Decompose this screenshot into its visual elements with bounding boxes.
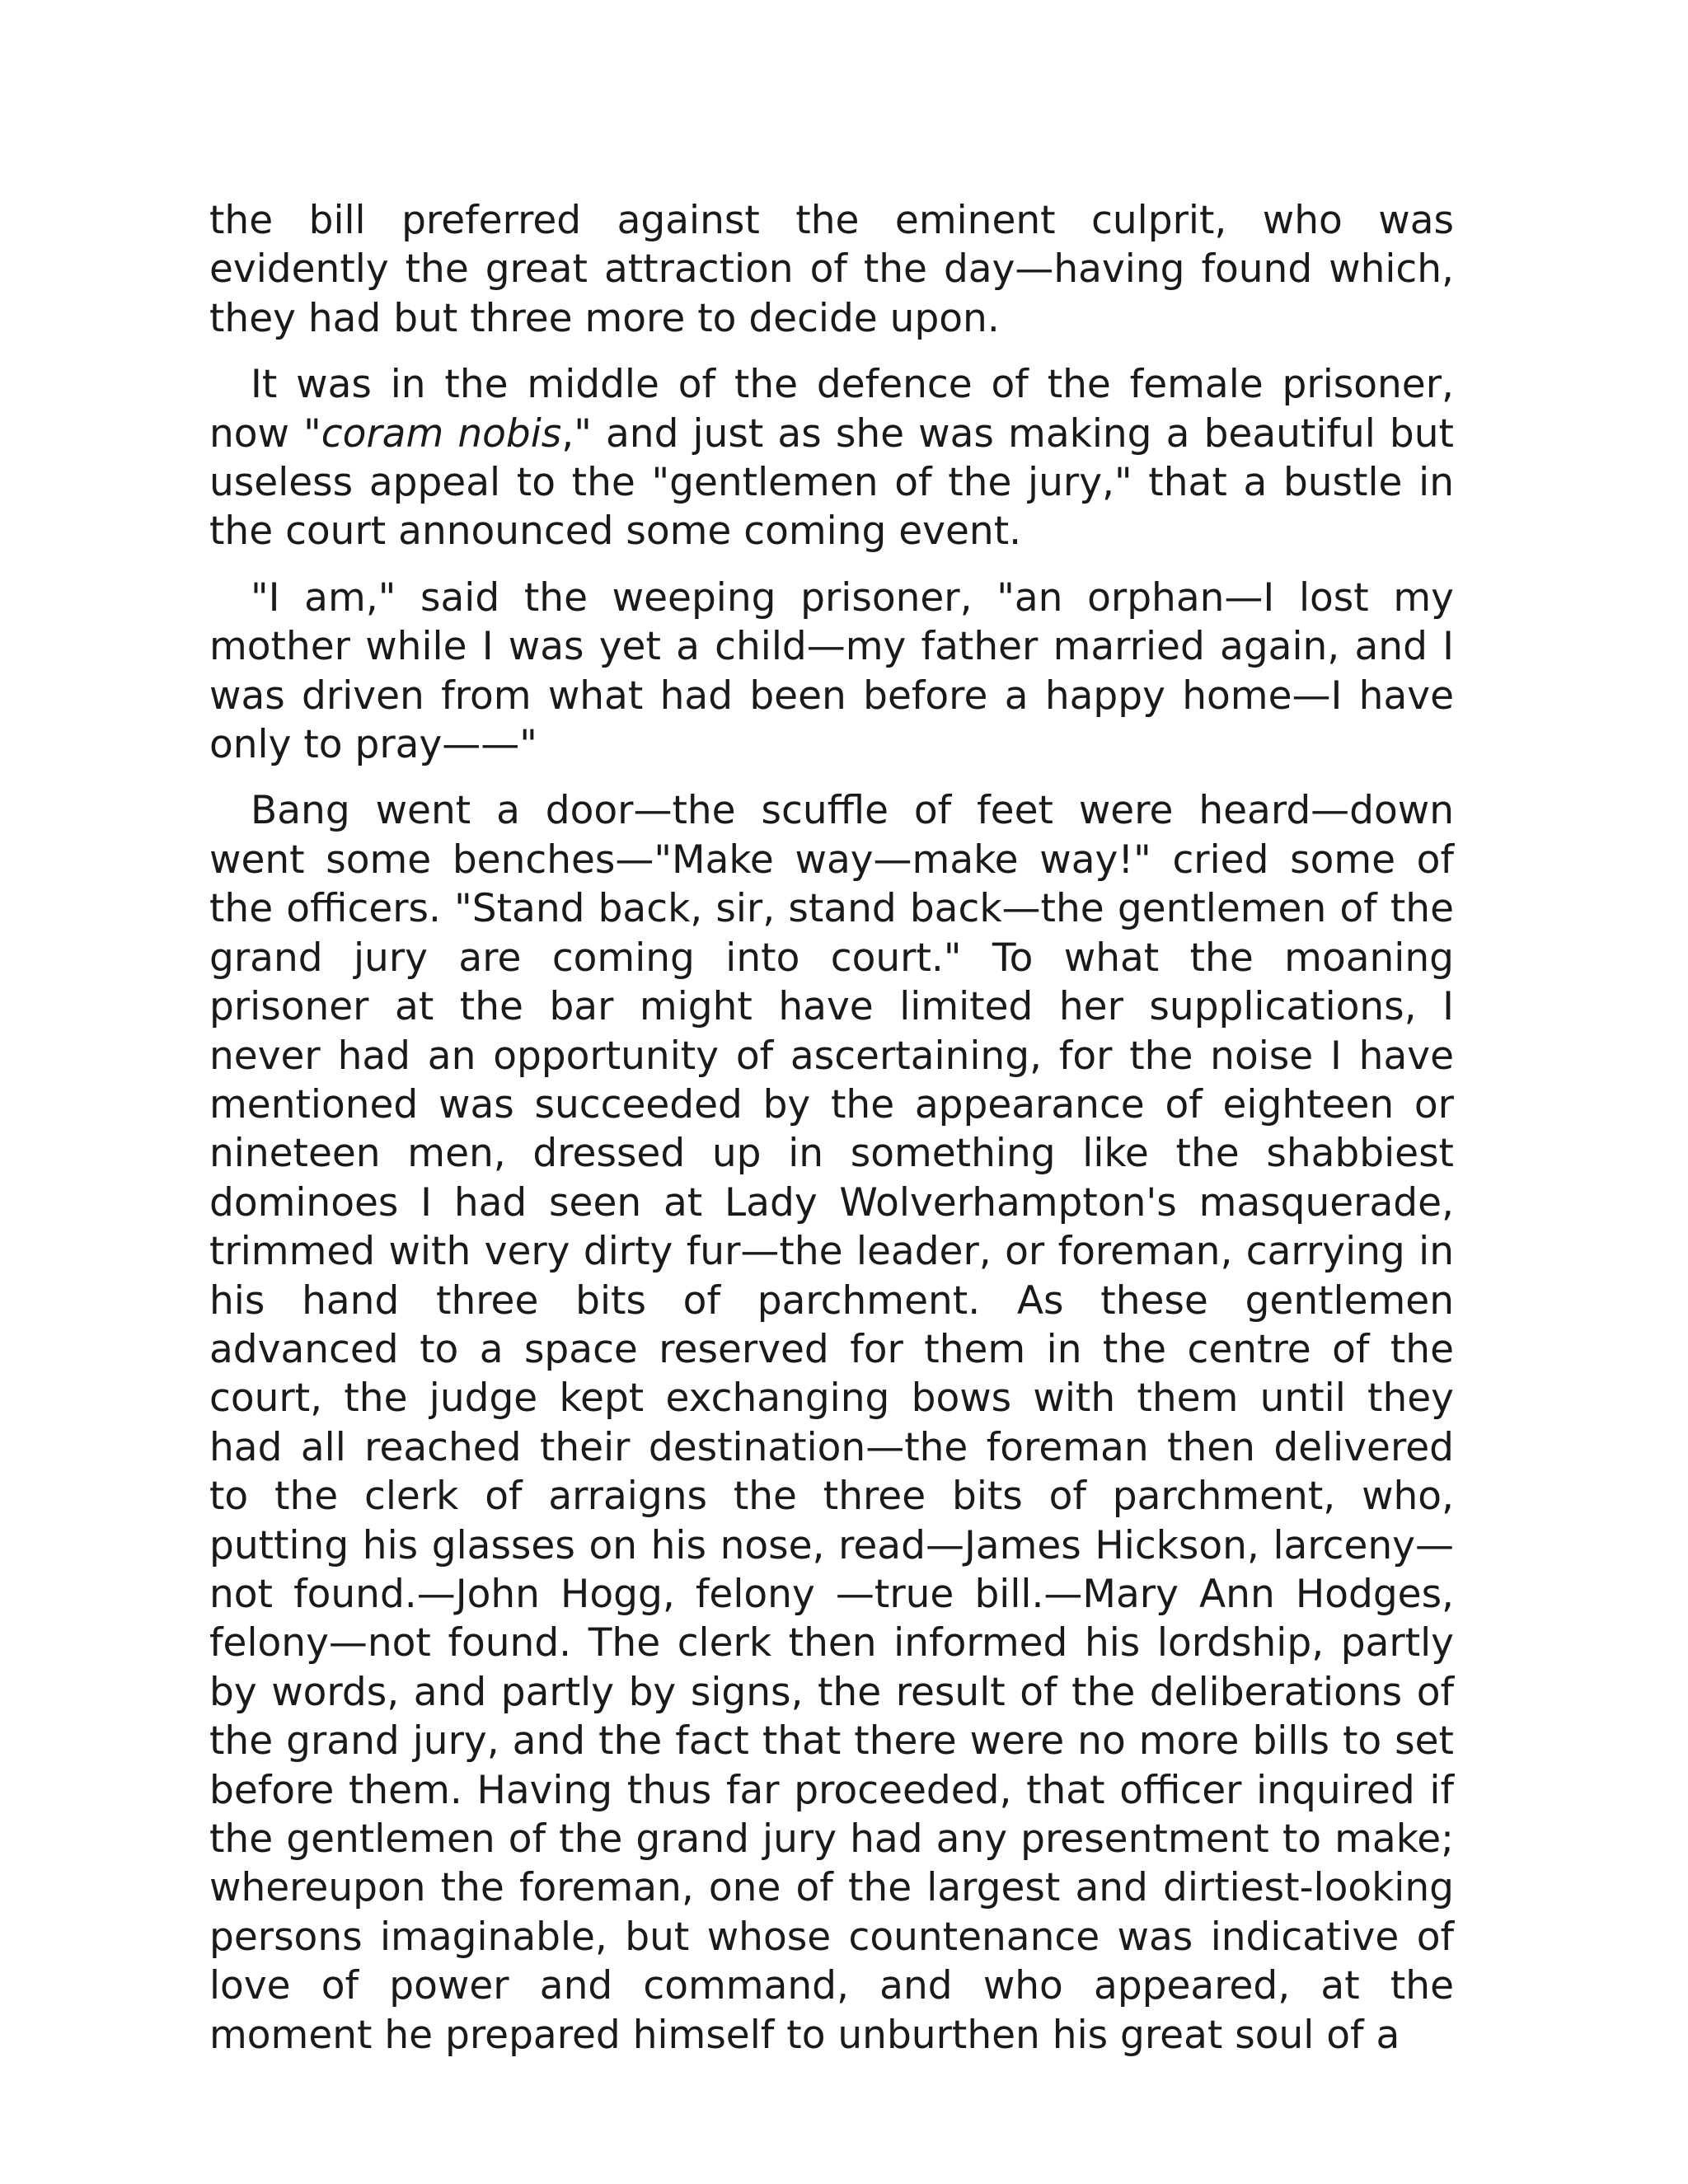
paragraph-2-after: ," and just as she was making a beautiful but useless appeal to the "gentlemen of the jury," that a bustle in the court announced some coming event. bbox=[209, 410, 1454, 555]
page-body bbox=[209, 196, 1454, 2077]
paragraph-2-before: It was in the middle of the defence of the female prisoner, now " bbox=[209, 362, 1454, 457]
paragraph-2 bbox=[209, 360, 1454, 556]
paragraph-4: Bang went a door—the scuffle of feet were heard—down went some benches—"Make way—make way!" cried some of the officers. "Stand back, sir, stand back—the gentlemen of the grand jury are coming into court." To what the moaning prisoner at the bar might have limited her supplications, I never had an opportunity of ascertaining, for the noise I have mentioned was succeeded by the appearance of eighteen or nineteen men, dressed up in something like the shabbiest dominoes I had seen at Lady Wolverhampton's masquerade, trimmed with very dirty fur—the leader, or foreman, carrying in his hand three bits of parchment. As these gentlemen advanced to a space reserved for them in the centre of the court, the judge kept exchanging bows with them until they had all reached their destination—the foreman then delivered to the clerk of arraigns the three bits of parchment, who, putting his glasses on his nose, read—James Hickson, larceny—not found.—John Hogg, felony —true bill.—Mary Ann Hodges, felony—not found. The clerk then informed his lordship, partly by words, and partly by signs, the result of the deliberations of the grand jury, and the fact that there were no more bills to set before them. Having thus far proceeded, that officer inquired if the gentlemen of the grand jury had any presentment to make; whereupon the foreman, one of the largest and dirtiest-looking persons imaginable, but whose countenance was indicative of love of power and command, and who appeared, at the moment he prepared himself to unburthen his great soul of a bbox=[209, 788, 1454, 2058]
paragraph-3: "I am," said the weeping prisoner, "an orphan—I lost my mother while I was yet a child—my father married again, and I was driven from what had been before a happy home—I have only to pray——" bbox=[209, 574, 1454, 768]
paragraph-1: the bill preferred against the eminent culprit, who was evidently the great attraction of the day—having found which, they had but three more to decide upon. bbox=[209, 198, 1454, 341]
paragraph-2-italic: coram nobis bbox=[321, 410, 562, 457]
